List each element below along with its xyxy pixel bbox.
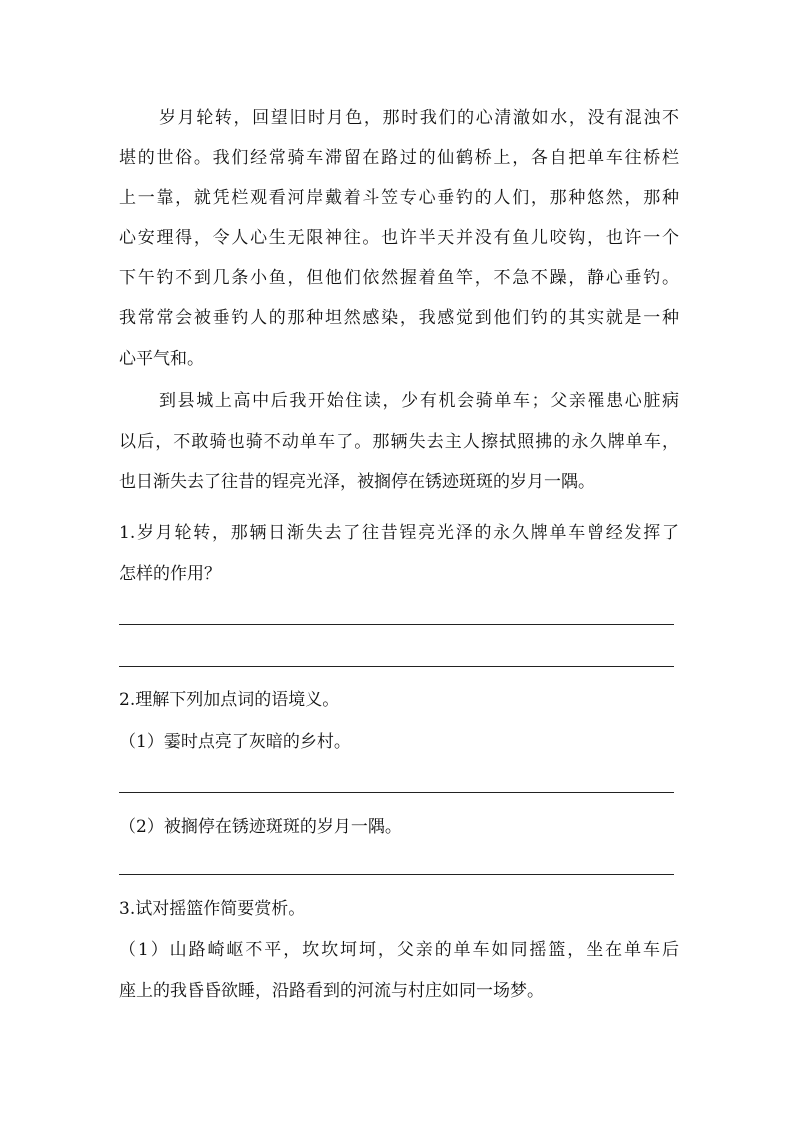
question-1-text: 怎样的作用？ — [119, 564, 221, 584]
answer-line[interactable] — [119, 624, 674, 625]
question-1-text: 1.岁月轮转，那辆日渐失去了往昔锃亮光泽的永久牌单车曾经发挥了 — [119, 523, 679, 543]
paragraph1-line: 上一靠，就凭栏观看河岸戴着斗笠专心垂钓的人们，那种悠然，那种 — [119, 188, 679, 208]
paragraph1-line: 堪的世俗。我们经常骑车滞留在路过的仙鹤桥上，各自把单车往桥栏 — [119, 148, 679, 168]
question-3-sub1: 座上的我昏昏欲睡，沿路看到的河流与村庄如同一场梦。 — [119, 981, 544, 1001]
paragraph2-line: 以后，不敢骑也骑不动单车了。那辆失去主人擦拭照拂的永久牌单车， — [119, 432, 679, 452]
answer-line[interactable] — [119, 792, 674, 793]
question-3-title: 3.试对摇篮作简要赏析。 — [119, 899, 306, 919]
paragraph1-line: 下午钓不到几条小鱼，但他们依然握着鱼竿，不急不躁，静心垂钓。 — [119, 268, 679, 288]
paragraph2-line: 也日渐失去了往昔的锃亮光泽，被搁停在锈迹斑斑的岁月一隅。 — [119, 472, 595, 492]
question-2-sub1: （1）霎时点亮了灰暗的乡村。 — [119, 732, 351, 752]
answer-line[interactable] — [119, 666, 674, 667]
paragraph2-line: 到县城上高中后我开始住读，少有机会骑单车；父亲罹患心脏病 — [159, 391, 679, 411]
paragraph1-line: 心安理得，令人心生无限神往。也许半天并没有鱼儿咬钩，也许一个 — [119, 228, 679, 248]
paragraph1-line: 岁月轮转，回望旧时月色，那时我们的心清澈如水，没有混浊不 — [159, 108, 679, 128]
paragraph1-line: 我常常会被垂钓人的那种坦然感染，我感觉到他们钓的其实就是一种 — [119, 308, 679, 328]
question-2-title: 2.理解下列加点词的语境义。 — [119, 690, 340, 710]
answer-line[interactable] — [119, 874, 674, 875]
question-2-sub2: （2）被搁停在锈迹斑斑的岁月一隅。 — [119, 817, 402, 837]
paragraph1-line: 心平气和。 — [119, 349, 204, 369]
question-3-sub1: （1）山路崎岖不平，坎坎坷坷，父亲的单车如同摇篮，坐在单车后 — [119, 940, 679, 960]
